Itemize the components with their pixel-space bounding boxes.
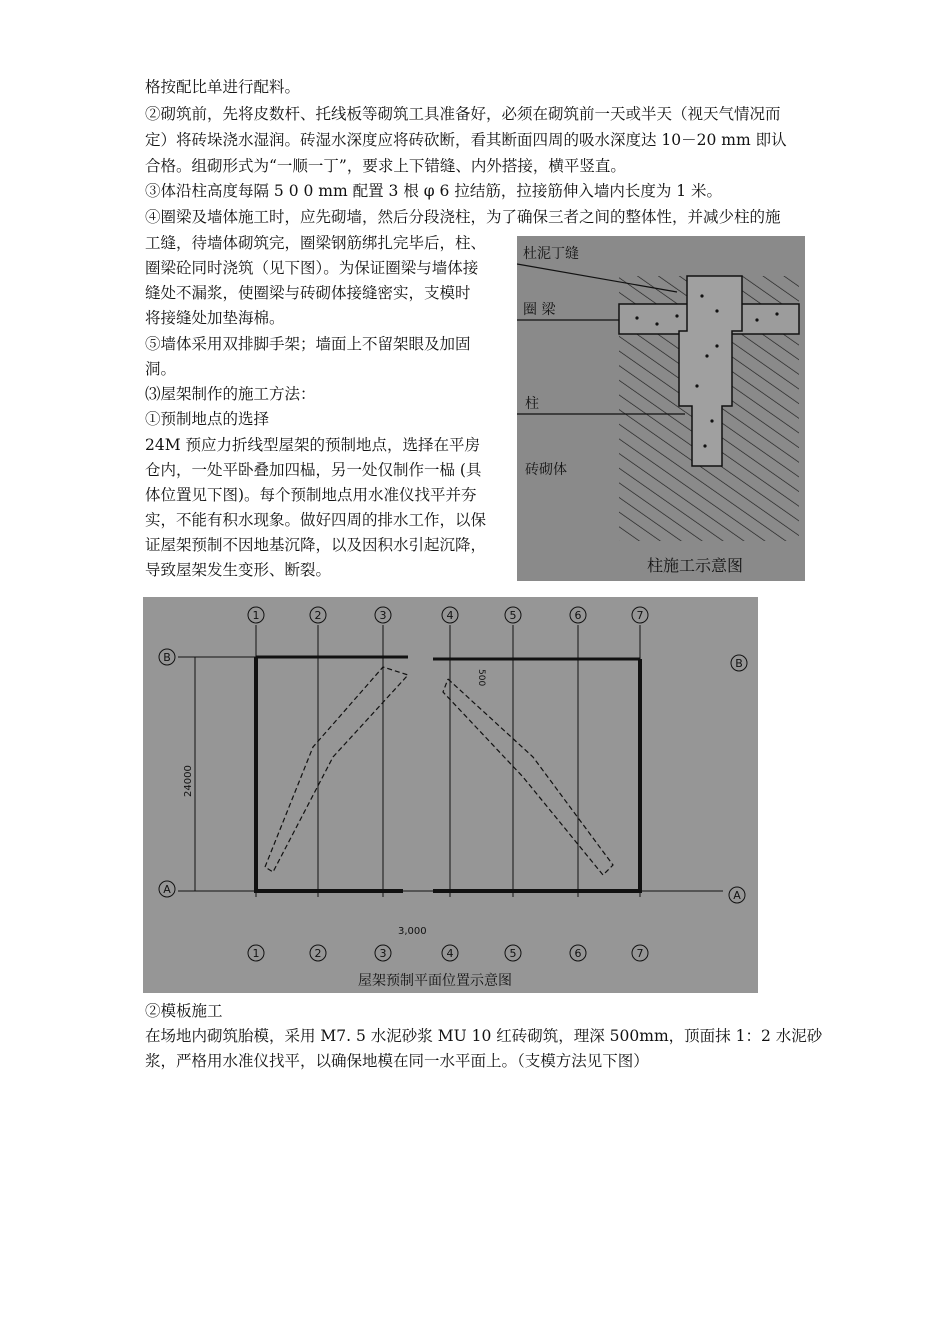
text-line-4: 合格。组砌形式为“一顺一丁”，要求上下错缝、内外搭接，横平竖直。 — [145, 157, 626, 175]
text-line-19: 证屋架预制不因地基沉降，以及因积水引起沉降， — [145, 536, 487, 554]
text-line-17: 体位置见下图)。每个预制地点用水准仪找平并夯 — [145, 486, 477, 504]
text-line-5: ③体沿柱高度每隔 5 0 0 mm 配置 3 根 φ 6 拉结筋，拉接筋伸入墙内长度为 1 米。 — [145, 182, 723, 200]
axis-left-a: A — [163, 883, 171, 896]
text-line-15: 24M 预应力折线型屋架的预制地点，选择在平房 — [145, 436, 481, 454]
axis-right-b: B — [735, 657, 743, 670]
text-line-10: 将接缝处加垫海棉。 — [145, 309, 285, 327]
text-line-12: 洞。 — [145, 360, 177, 378]
text-line-13: ⑶屋架制作的施工方法： — [145, 385, 316, 403]
axis-right-a: A — [733, 889, 741, 902]
text-line-11: ⑤墙体采用双排脚手架；墙面上不留架眼及加固 — [145, 335, 471, 353]
truss-layout-drawing — [143, 597, 758, 993]
figure2-caption: 屋架预制平面位置示意图 — [358, 973, 512, 989]
axis-top-3: 3 — [379, 609, 387, 622]
dim-bottom-label: 3,000 — [398, 926, 427, 937]
column-construction-drawing — [517, 236, 805, 581]
axis-top-7: 7 — [636, 609, 644, 622]
axis-top-1: 1 — [252, 609, 260, 622]
axis-bottom-4: 4 — [446, 947, 454, 960]
axis-bottom-3: 3 — [379, 947, 387, 960]
text-line-6: ④圈梁及墙体施工时，应先砌墙，然后分段浇柱，为了确保三者之间的整体性，并减少柱的施 — [145, 208, 781, 226]
figure1-caption: 柱施工示意图 — [647, 556, 744, 575]
wall-left — [256, 657, 403, 891]
dim-vertical-label: 24000 — [183, 765, 194, 797]
dim-small-label: 500 — [476, 669, 486, 687]
text-line-20: 导致屋架发生变形、断裂。 — [145, 561, 332, 579]
axis-bottom-2: 2 — [314, 947, 322, 960]
text-line-3: 定）将砖垛浇水湿润。砖湿水深度应将砖砍断，看其断面四周的吸水深度达 10－20 mm 即认 — [145, 131, 787, 149]
axis-top-6: 6 — [574, 609, 582, 622]
text-line-23: 浆，严格用水准仪找平，以确保地模在同一水平面上。（支模方法见下图） — [145, 1052, 649, 1070]
truss-layout-figure — [143, 597, 758, 993]
text-line-9: 缝处不漏浆，使圈梁与砖砌体接缝密实，支模时 — [145, 284, 471, 302]
truss-stack-left — [265, 667, 408, 872]
axis-bottom-7: 7 — [636, 947, 644, 960]
column-construction-figure — [517, 236, 805, 581]
text-line-16: 仓内，一处平卧叠加四榀，另一处仅制作一榀 (具 — [145, 461, 482, 479]
label-wall: 圈 梁 — [523, 302, 556, 318]
text-line-2: ②砌筑前，先将皮数杆、托线板等砌筑工具准备好，必须在砌筑前一天或半天（视天气情况而 — [145, 105, 781, 123]
axis-bottom-5: 5 — [509, 947, 517, 960]
text-line-1: 格按配比单进行配料。 — [145, 78, 301, 96]
label-brick: 砖砌体 — [525, 462, 567, 478]
label-joint: 杜泥丁缝 — [523, 246, 579, 262]
text-line-7: 工缝，待墙体砌筑完，圈梁钢筋绑扎完毕后，柱、 — [145, 234, 487, 252]
axis-bottom-1: 1 — [252, 947, 260, 960]
axis-left-b: B — [163, 651, 171, 664]
text-line-8: 圈梁砼同时浇筑（见下图）。为保证圈梁与墙体接 — [145, 259, 479, 277]
axis-top-4: 4 — [446, 609, 454, 622]
text-line-21: ②模板施工 — [145, 1002, 223, 1020]
wall-right — [433, 659, 640, 891]
text-line-14: ①预制地点的选择 — [145, 410, 270, 428]
axis-top-5: 5 — [509, 609, 517, 622]
axis-top-2: 2 — [314, 609, 322, 622]
label-column: 柱 — [525, 396, 539, 412]
text-line-18: 实，不能有积水现象。做好四周的排水工作，以保 — [145, 511, 487, 529]
truss-single-right — [443, 679, 613, 875]
axis-bottom-6: 6 — [574, 947, 582, 960]
text-line-22: 在场地内砌筑胎模，采用 M7. 5 水泥砂浆 MU 10 红砖砌筑，理深 500mm，顶面抹 1：2 水泥砂 — [145, 1027, 823, 1045]
